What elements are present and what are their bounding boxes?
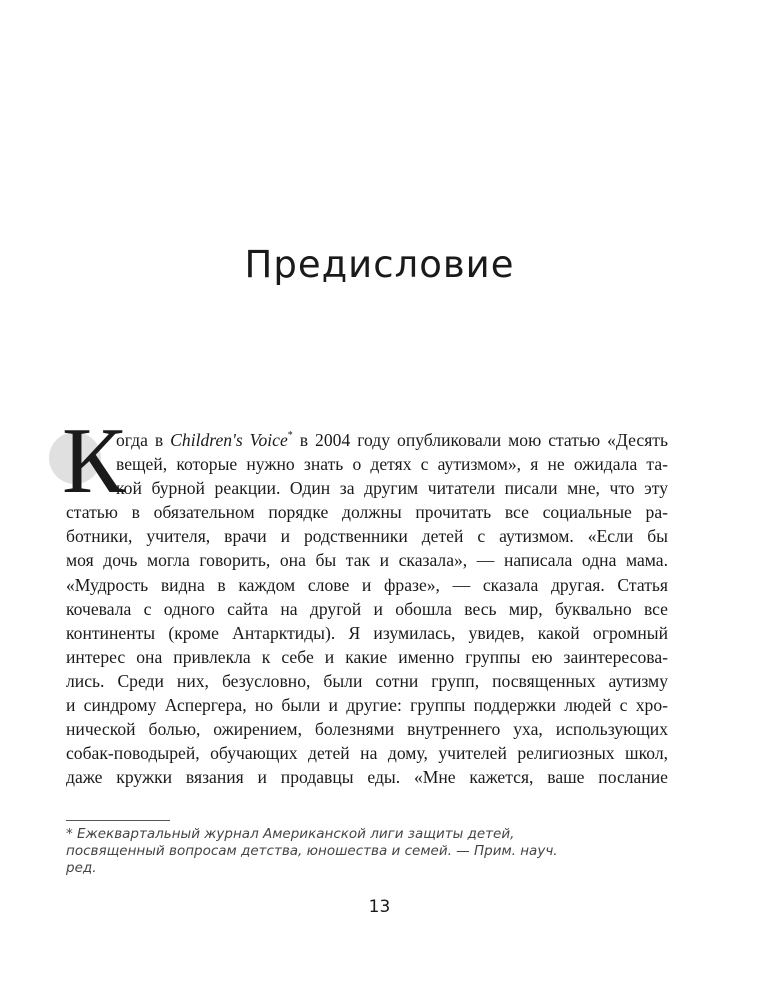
footnote-line-3: ред. bbox=[66, 860, 97, 876]
footnote-line-2: посвященный вопросам детства, юношества и семей. — Прим. науч. bbox=[66, 843, 558, 859]
chapter-title: Предисловие bbox=[244, 243, 515, 286]
body-line-10: интерес она привлекла к себе и какие именно группы ею заинтересова- bbox=[66, 646, 668, 667]
body-line-3: кой бурной реакции. Один за другим читатели писали мне, что эту bbox=[116, 478, 668, 499]
footnote-rule bbox=[66, 820, 170, 821]
page-number: 13 bbox=[368, 897, 391, 917]
body-line-6: моя дочь могла говорить, она бы так и сказала», — написала одна мама. bbox=[66, 550, 668, 571]
body-line-12: и синдрому Аспергера, но были и другие: группы поддержки людей с хро- bbox=[66, 695, 668, 716]
body-line-7: «Мудрость видна в каждом слове и фразе», — сказала другая. Статья bbox=[66, 574, 668, 595]
body-line-5: ботники, учителя, врачи и родственники детей с аутизмом. «Если бы bbox=[66, 526, 668, 547]
footnote-line-1: * Ежеквартальный журнал Американской лиги защиты детей, bbox=[66, 826, 515, 842]
body-line-13: нической болью, ожирением, болезнями внутреннего уха, использующих bbox=[66, 719, 668, 740]
body-line-14: собак-поводырей, обучающих детей на дому, учителей религиозных школ, bbox=[66, 743, 668, 764]
body-text bbox=[66, 428, 668, 789]
body-line-11: лись. Среди них, безусловно, были сотни групп, посвященных аутизму bbox=[66, 670, 668, 691]
body-line-8: кочевала с одного сайта на другой и обошла весь мир, буквально все bbox=[66, 598, 668, 619]
footnote bbox=[66, 826, 666, 877]
body-line-2: вещей, которые нужно знать о детях с аутизмом», я не ожидала та- bbox=[116, 454, 668, 475]
body-line-4: статью в обязательном порядке должны прочитать все социальные ра- bbox=[66, 502, 668, 523]
body-line-15: даже кружки вязания и продавцы еды. «Мне кажется, ваше послание bbox=[66, 767, 668, 788]
footnote-marker: * bbox=[287, 430, 293, 441]
first-line-after: в 2004 году опубликовали мою статью «Десять bbox=[292, 430, 669, 450]
drop-cap-letter: К bbox=[62, 409, 125, 513]
body-line-1 bbox=[66, 428, 668, 452]
magazine-title: Children's Voice bbox=[170, 430, 288, 450]
first-line-before: огда в bbox=[116, 430, 171, 450]
body-line-9: континенты (кроме Антарктиды). Я изумилась, увидев, какой огромный bbox=[66, 622, 668, 643]
